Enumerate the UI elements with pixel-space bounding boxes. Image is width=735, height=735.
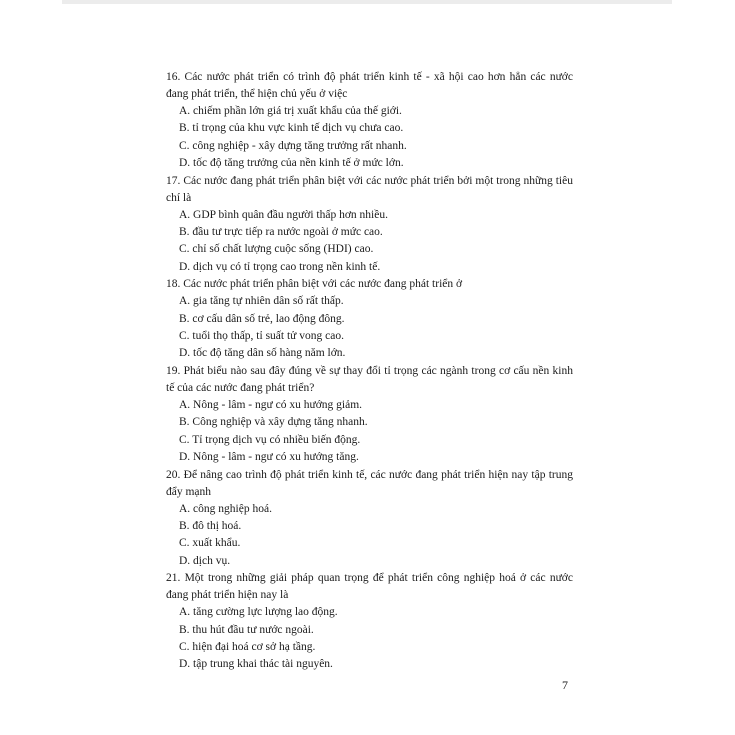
question-18: [166, 276, 573, 363]
question-text: 19. Phát biểu nào sau đây đúng về sự thay đổi tỉ trọng các ngành trong cơ cấu nền kinh tế của các nước đang phát triển?: [166, 364, 573, 394]
question-text: 18. Các nước phát triển phân biệt với các nước đang phát triển ở: [166, 278, 463, 291]
option-c: C. tuổi thọ thấp, tỉ suất tử vong cao.: [179, 330, 344, 343]
option-b: B. đô thị hoá.: [179, 519, 242, 532]
option-d: D. tốc độ tăng dân số hàng năm lớn.: [179, 347, 346, 360]
question-17: [166, 173, 573, 277]
option-a: A. GDP bình quân đầu người thấp hơn nhiều.: [179, 208, 388, 221]
answer-options: [166, 604, 573, 674]
question-text: 17. Các nước đang phát triển phân biệt với các nước phát triển bởi một trong những tiêu chí là: [166, 174, 573, 204]
option-a: A. tăng cường lực lượng lao động.: [179, 606, 338, 619]
question-21: [166, 570, 573, 674]
option-d: D. tốc độ tăng trưởng của nền kinh tế ở mức lớn.: [179, 157, 404, 170]
page-number: 7: [562, 678, 568, 692]
option-c: C. chỉ số chất lượng cuộc sống (HDI) cao.: [179, 243, 374, 256]
question-text: 20. Để nâng cao trình độ phát triển kinh tế, các nước đang phát triển hiện nay tập trung đẩy mạnh: [166, 468, 573, 498]
question-16: [166, 69, 573, 173]
question-20: [166, 467, 573, 571]
option-c: C. hiện đại hoá cơ sở hạ tầng.: [179, 640, 316, 653]
answer-options: [166, 103, 573, 173]
option-b: B. đầu tư trực tiếp ra nước ngoài ở mức cao.: [179, 226, 383, 239]
option-d: D. dịch vụ có tỉ trọng cao trong nền kinh tế.: [179, 260, 381, 273]
option-b: B. Công nghiệp và xây dựng tăng nhanh.: [179, 416, 368, 429]
option-d: D. dịch vụ.: [179, 554, 231, 567]
question-19: [166, 363, 573, 467]
option-c: C. công nghiệp - xây dựng tăng trưởng rất nhanh.: [179, 139, 407, 152]
answer-options: [166, 207, 573, 277]
option-b: B. thu hút đầu tư nước ngoài.: [179, 623, 314, 636]
option-d: D. tập trung khai thác tài nguyên.: [179, 658, 333, 671]
option-b: B. tỉ trọng của khu vực kinh tế dịch vụ chưa cao.: [179, 122, 404, 135]
option-b: B. cơ cấu dân số trẻ, lao động đông.: [179, 312, 345, 325]
question-text: 21. Một trong những giải pháp quan trọng để phát triển công nghiệp hoá ở các nước đang phát triển hiện nay là: [166, 572, 573, 602]
option-a: A. gia tăng tự nhiên dân số rất thấp.: [179, 295, 344, 308]
option-a: A. công nghiệp hoá.: [179, 502, 272, 515]
option-d: D. Nông - lâm - ngư có xu hướng tăng.: [179, 451, 359, 464]
option-a: A. Nông - lâm - ngư có xu hướng giảm.: [179, 398, 363, 411]
answer-options: [166, 501, 573, 571]
answer-options: [166, 397, 573, 467]
option-c: C. xuất khẩu.: [179, 537, 241, 550]
question-text: 16. Các nước phát triển có trình độ phát triển kinh tế - xã hội cao hơn hẳn các nước đang phát triển, thể hiện chủ yếu ở việc: [166, 71, 573, 100]
top-border: [62, 0, 672, 4]
option-a: A. chiếm phần lớn giá trị xuất khẩu của thế giới.: [179, 105, 402, 117]
option-c: C. Tỉ trọng dịch vụ có nhiều biến động.: [179, 433, 361, 446]
answer-options: [166, 293, 573, 363]
question-list: [166, 69, 573, 674]
